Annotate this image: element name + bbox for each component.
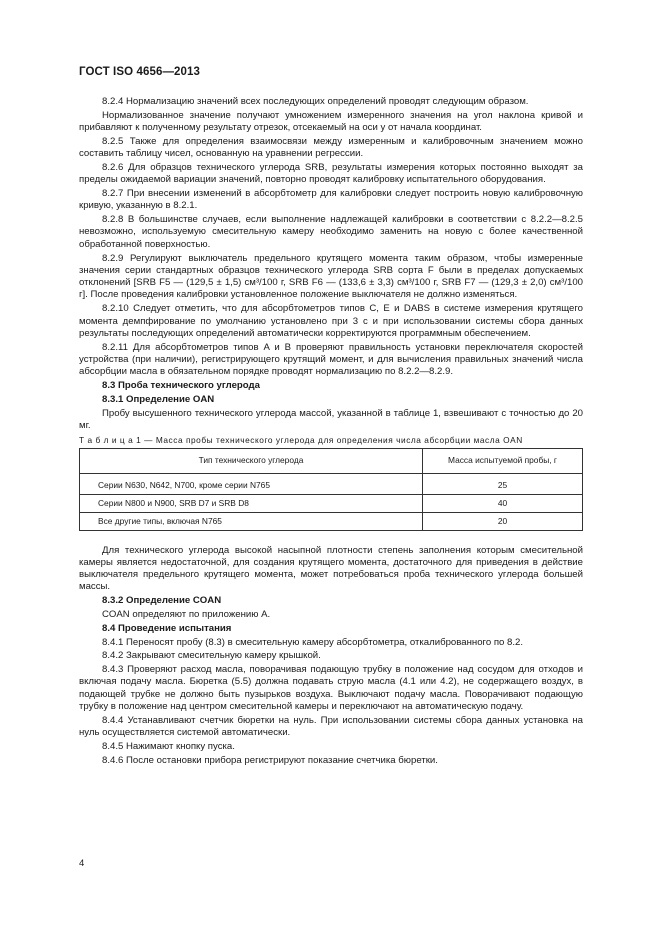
- sample-mass-table: [79, 448, 583, 531]
- paragraph-8-2-9: 8.2.9 Регулируют выключатель предельного крутящего момента таким образом, чтобы измеренные значения серии стандартных образцов технического углерода SRB сорта F были в пределах допускаемых отклонений [SRB F5 — (129,5 ± 1,5) см³/100 г, SRB F6 — (133,6 ± 3,3) см³/100 г, SRB F7 — (129,3 ± 2,0) см³/100 г]. После проведения калибровки установленное положение выключателя не должно изменяться.: [79, 252, 583, 301]
- table-cell-type: Серии N800 и N900, SRB D7 и SRB D8: [80, 494, 423, 512]
- paragraph-8-4-3: 8.4.3 Проверяют расход масла, поворачивая подающую трубку в положение над сосудом для отходов и включая подачу масла. Бюретка (5.5) должна подавать струю масла (4.1 или 4.2), не содержащего воздух, в подающей трубке не должно быть пузырьков воздуха. Выключают подачу масла. Поворачивают подающую трубку в положение над центром смесительной камеры и переключают на автоматическую подачу.: [79, 664, 583, 713]
- paragraph-8-3-1: Пробу высушенного технического углерода массой, указанной в таблице 1, взвешивают с точностью до 20 мг.: [79, 407, 583, 431]
- paragraph-8-2-10: 8.2.10 Следует отметить, что для абсорбтометров типов C, E и DABS в системе измерения крутящего момента демпфирование по умолчанию установлено при 3 с и при использовании системы сбора данных результаты последующих определений автоматически корректируются программным обеспечением.: [79, 303, 583, 339]
- section-heading-8-4: 8.4 Проведение испытания: [102, 622, 232, 634]
- paragraph-8-4-4: 8.4.4 Устанавливают счетчик бюретки на нуль. При использовании системы сбора данных установка на нуль осуществляется системой автоматически.: [79, 714, 583, 739]
- paragraph-8-4-5: 8.4.5 Нажимают кнопку пуска.: [102, 740, 235, 752]
- section-heading-8-3: 8.3 Проба технического углерода: [102, 380, 260, 392]
- table-caption: Т а б л и ц а 1 — Масса пробы технического углерода для определения числа абсорбции масла OAN: [79, 434, 523, 445]
- paragraph-8-2-6: 8.2.6 Для образцов технического углерода SRB, результаты измерения которых постоянно выходят за пределы ожидаемой вариации значений, повторно проводят калибровку испытательного оборудования.: [79, 161, 583, 186]
- table-cell-mass: 20: [423, 512, 583, 530]
- table-header-row: [80, 448, 583, 473]
- table-cell-mass: 25: [423, 473, 583, 494]
- table-cell-mass: 40: [423, 494, 583, 512]
- table-cell-type: Серии N630, N642, N700, кроме серии N765: [80, 473, 423, 494]
- section-heading-8-3-1: 8.3.1 Определение OAN: [102, 393, 215, 405]
- table-header-sample-mass: Масса испытуемой пробы, г: [423, 448, 583, 473]
- paragraph-8-2-8: 8.2.8 В большинстве случаев, если выполнение надлежащей калибровки в соответствии с 8.2.2—8.2.5 невозможно, используемую смесительную камеру необходимо заменить на новую с более качественной обработанной поверхностью.: [79, 214, 583, 250]
- paragraph-8-2-4-cont: Нормализованное значение получают умножением измеренного значения на угол наклона кривой и прибавляют к полученному результату отрезок, отсекаемый на оси y от начала координат.: [79, 109, 583, 134]
- paragraph-8-4-2: 8.4.2 Закрывают смесительную камеру крышкой.: [102, 650, 321, 662]
- table-header-carbon-type: Тип технического углерода: [80, 448, 423, 473]
- paragraph-8-2-5: 8.2.5 Также для определения взаимосвязи между измеренным и калибровочным значением можно составить таблицу чисел, основанную на уравнении регрессии.: [79, 135, 583, 160]
- page-number: 4: [79, 858, 85, 869]
- document-body: [79, 96, 583, 769]
- document-header: ГОСТ ISO 4656—2013: [79, 66, 201, 78]
- section-heading-8-3-2: 8.3.2 Определение COAN: [102, 595, 222, 607]
- table-cell-type: Все другие типы, включая N765: [80, 512, 423, 530]
- table-row: [80, 473, 583, 494]
- paragraph-8-4-1: 8.4.1 Переносят пробу (8.3) в смесительную камеру абсорбтометра, откалиброванного по 8.2.: [102, 636, 524, 648]
- paragraph-8-4-6: 8.4.6 После остановки прибора регистрируют показание счетчика бюретки.: [102, 754, 438, 766]
- paragraph-8-3-2: COAN определяют по приложению А.: [102, 609, 271, 620]
- paragraph-8-2-7: 8.2.7 При внесении изменений в абсорбтометр для калибровки следует построить новую калибровочную кривую, указанную в 8.2.1.: [79, 188, 583, 212]
- paragraph-8-2-4: 8.2.4 Нормализацию значений всех последующих определений проводят следующим образом.: [102, 96, 529, 107]
- table-row: [80, 494, 583, 512]
- paragraph-8-2-11: 8.2.11 Для абсорбтометров типов A и B проверяют правильность установки переключателя скоростей устройства (при наличии), регистрирующего крутящий момент, и для вычисления правильных значений числа абсорбции масла в обязательном порядке проводят нормализацию по 8.2.2—8.2.9.: [79, 341, 583, 378]
- paragraph-after-table: Для технического углерода высокой насыпной плотности степень заполнения которым смесительной камеры является недостаточной, для создания крутящего момента, достаточного для приведения в действие выключателя предельного крутящего момента, может потребоваться проба технического углерода большей массы.: [79, 544, 583, 593]
- table-row: [80, 512, 583, 530]
